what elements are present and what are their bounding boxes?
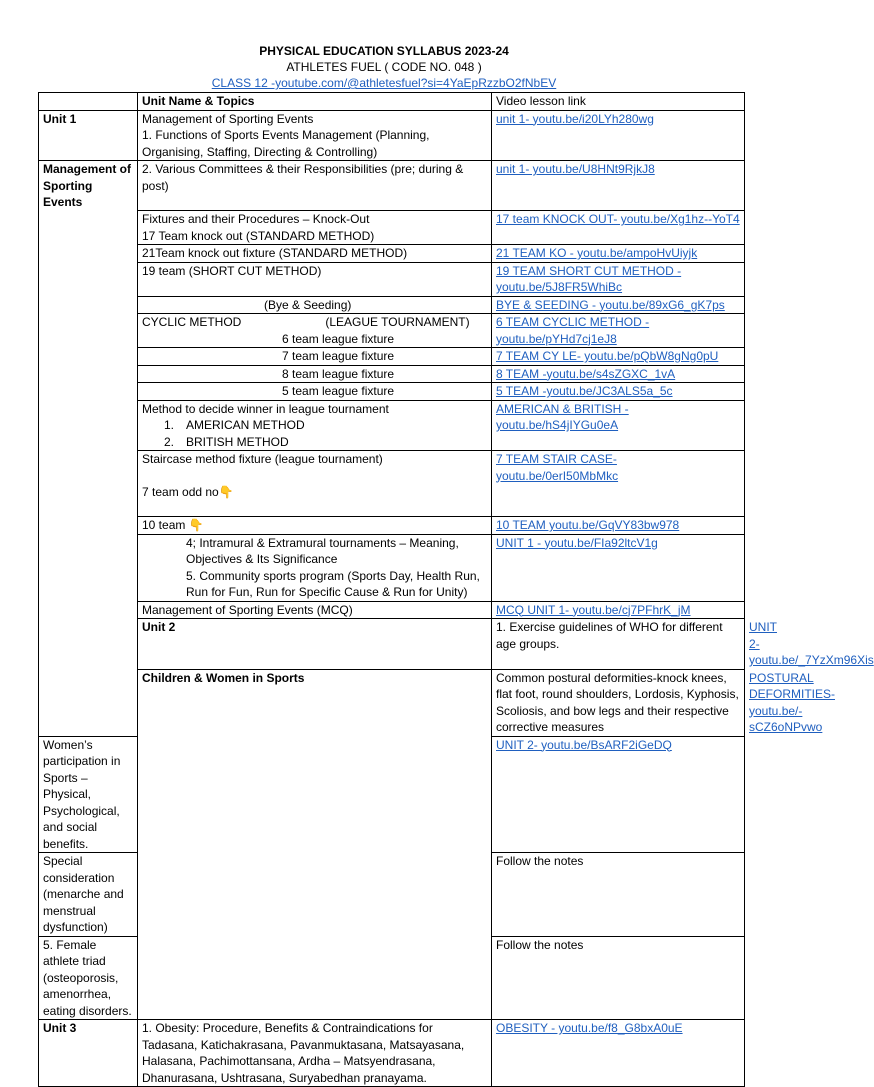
topic-cell — [138, 365, 492, 383]
video-link[interactable]: UNIT 2- youtu.be/_7YzXm96Xis — [749, 620, 874, 667]
topic-cell: 19 team (SHORT CUT METHOD) — [138, 262, 492, 296]
topic-cell: 1. Obesity: Procedure, Benefits & Contraindications for Tadasana, Katichakrasana, Pavanmuktasana, Matsayasana, Halasana, Pachimottansana, Ardha – Matsyendrasana, Dhanurasana, Ushtrasana, Suryabedhan pranayama. — [138, 1020, 492, 1087]
table-row — [39, 365, 745, 383]
video-link-cell — [492, 736, 745, 853]
document-subtitle: ATHLETES FUEL ( CODE NO. 048 ) — [286, 60, 482, 74]
table-row — [39, 383, 745, 401]
video-link[interactable]: POSTURAL DEFORMITIES- youtu.be/-sCZ6oNPvwo — [749, 670, 835, 734]
table-row — [39, 669, 745, 736]
video-link-cell — [492, 245, 745, 263]
table-row — [39, 245, 745, 263]
topic-cell — [138, 296, 492, 314]
topic-text: 7 team odd no👇 — [142, 484, 234, 499]
topic-cell — [138, 110, 492, 161]
topic-text: Fixtures and their Procedures – Knock-Out — [142, 212, 370, 226]
video-link-cell — [492, 211, 745, 245]
unit-name-label: Management of Sporting Events — [39, 161, 138, 737]
topic-cell — [138, 211, 492, 245]
topic-text: 5 team league fixture — [282, 384, 395, 398]
video-link[interactable]: 10 TEAM youtu.be/GqVY83bw978 — [496, 518, 680, 532]
table-row — [39, 211, 745, 245]
topic-cell: 5. Female athlete triad (osteoporosis, amenorrhea, eating disorders. — [39, 936, 138, 1020]
list-text: AMERICAN METHOD — [186, 418, 305, 432]
video-link[interactable]: MCQ UNIT 1- youtu.be/cj7PFhrK_jM — [496, 602, 691, 617]
table-row — [39, 619, 745, 670]
video-link-cell — [492, 296, 745, 314]
unit-label: Unit 2 — [138, 619, 492, 670]
list-item — [142, 434, 487, 451]
table-header-row — [39, 93, 745, 111]
topic-cell: Management of Sporting Events (MCQ) — [138, 601, 492, 619]
topic-text: 5. Community sports program (Sports Day, Health Run, Run for Fun, Run for Specific Cause & Run for Unity) — [186, 568, 480, 599]
video-link[interactable]: 19 TEAM SHORT CUT METHOD - youtu.be/5J8FR5WhiBc — [496, 263, 682, 294]
video-link[interactable]: UNIT 1 - youtu.be/FIa92ltcV1g — [496, 535, 658, 550]
video-link[interactable]: 7 TEAM STAIR CASE- youtu.be/0erI50MbMkc — [496, 452, 619, 483]
list-number: 2. — [164, 434, 175, 449]
topic-cell: 2. Various Committees & their Responsibilities (pre; during & post) — [138, 161, 492, 211]
topic-cell: 1. Exercise guidelines of WHO for different age groups. — [492, 619, 745, 670]
video-link[interactable]: 7 TEAM CY LE- youtu.be/pQbW8gNg0pU — [496, 349, 719, 363]
topic-text: (Bye & Seeding) — [264, 297, 352, 312]
header-cell-video: Video lesson link — [492, 93, 745, 111]
table-row — [39, 517, 745, 535]
video-link-cell — [492, 348, 745, 366]
unit-name-label: Children & Women in Sports — [138, 669, 492, 1020]
table-row — [39, 110, 745, 161]
list-number: 1. — [164, 418, 175, 432]
channel-link-text[interactable]: CLASS 12 -youtube.com/@athletesfuel?si=4YaEpRzzbO2fNbEV — [211, 76, 557, 90]
table-row — [39, 262, 745, 296]
video-link-cell — [492, 400, 745, 451]
video-link-cell — [492, 262, 745, 296]
document-title: PHYSICAL EDUCATION SYLLABUS 2023-24 — [259, 44, 509, 58]
table-row — [39, 451, 745, 517]
topic-cell: 10 team 👇 — [138, 517, 492, 535]
topic-cell: 21Team knock out fixture (STANDARD METHOD) — [138, 245, 492, 263]
topic-text: 1. Functions of Sports Events Management (Planning, Organising, Staffing, Directing & Controlling) — [142, 128, 430, 159]
table-row — [39, 400, 745, 451]
topic-text: Management of Sporting Events — [142, 111, 314, 126]
video-link-cell: Follow the notes — [492, 853, 745, 937]
topic-text: 6 team league fixture — [282, 331, 395, 346]
topic-cell: Special consideration (menarche and menstrual dysfunction) — [39, 853, 138, 937]
video-link[interactable]: 8 TEAM -youtu.be/s4sZGXC_1vA — [496, 366, 676, 381]
topic-cell — [138, 314, 492, 348]
table-row — [39, 348, 745, 366]
topic-cell: Common postural deformities-knock knees, flat foot, round shoulders, Lordosis, Kyphosis, Scoliosis, and bow legs and their respective corrective measures — [492, 669, 745, 736]
topic-line — [142, 314, 487, 331]
topic-text: 7 team league fixture — [282, 349, 395, 363]
video-link[interactable]: unit 1- youtu.be/U8HNt9RjkJ8 — [496, 162, 655, 176]
video-link-cell — [492, 451, 745, 517]
video-link[interactable]: UNIT 2- youtu.be/BsARF2iGeDQ — [496, 737, 672, 752]
video-link[interactable]: BYE & SEEDING - youtu.be/89xG6_gK7ps — [496, 297, 725, 312]
table-row — [39, 1020, 745, 1087]
table-row — [39, 534, 745, 601]
list-text: BRITISH METHOD — [186, 434, 289, 449]
topic-text: Method to decide winner in league tournament — [142, 401, 389, 416]
topic-cell — [138, 534, 492, 601]
video-link[interactable]: 6 TEAM CYCLIC METHOD - youtu.be/pYHd7cj1eJ8 — [496, 315, 650, 346]
video-link-cell — [492, 314, 745, 348]
topic-text: 4; Intramural & Extramural tournaments – Meaning, Objectives & Its Significance — [186, 535, 459, 566]
table-row — [39, 161, 745, 211]
video-link-cell — [492, 517, 745, 535]
topic-text: 8 team league fixture — [282, 366, 395, 381]
topic-text: (LEAGUE TOURNAMENT) — [325, 315, 470, 329]
topic-cell — [138, 348, 492, 366]
list-item — [142, 417, 487, 434]
header-cell-blank — [39, 93, 138, 111]
topic-cell — [138, 400, 492, 451]
video-link[interactable]: unit 1- youtu.be/i20LYh280wg — [496, 111, 654, 126]
video-link[interactable]: AMERICAN & BRITISH - youtu.be/hS4jIYGu0eA — [496, 401, 629, 432]
syllabus-table — [38, 92, 874, 1087]
topic-cell — [138, 451, 492, 517]
video-link-cell: Follow the notes — [492, 936, 745, 1020]
video-link-cell — [492, 601, 745, 619]
header-cell-topics: Unit Name & Topics — [138, 93, 492, 111]
video-link-cell — [492, 110, 745, 161]
video-link[interactable]: 5 TEAM -youtu.be/JC3ALS5a_5c — [496, 384, 673, 398]
video-link[interactable]: 17 team KNOCK OUT- youtu.be/Xg1hz--YoT4 — [496, 212, 740, 226]
video-link-cell — [492, 534, 745, 601]
topic-cell — [138, 383, 492, 401]
table-row — [39, 601, 745, 619]
video-link[interactable]: OBESITY - youtu.be/f8_G8bxA0uE — [496, 1021, 683, 1035]
unit-label: Unit 1 — [39, 110, 138, 161]
unit-label: Unit 3 — [39, 1020, 138, 1087]
topic-cell: Women’s participation in Sports – Physical, Psychological, and social benefits. — [39, 736, 138, 853]
video-link-cell — [492, 161, 745, 211]
topic-text: Staircase method fixture (league tournament) — [142, 452, 383, 466]
video-link-cell — [492, 1020, 745, 1087]
video-link-cell — [492, 365, 745, 383]
video-link-cell — [492, 383, 745, 401]
table-row — [39, 296, 745, 314]
channel-link[interactable] — [0, 75, 768, 91]
topic-text: 17 Team knock out (STANDARD METHOD) — [142, 228, 375, 243]
topic-text: CYCLIC METHOD — [142, 315, 242, 329]
table-row — [39, 314, 745, 348]
video-link[interactable]: 21 TEAM KO - youtu.be/ampoHvUiyjk — [496, 246, 698, 260]
